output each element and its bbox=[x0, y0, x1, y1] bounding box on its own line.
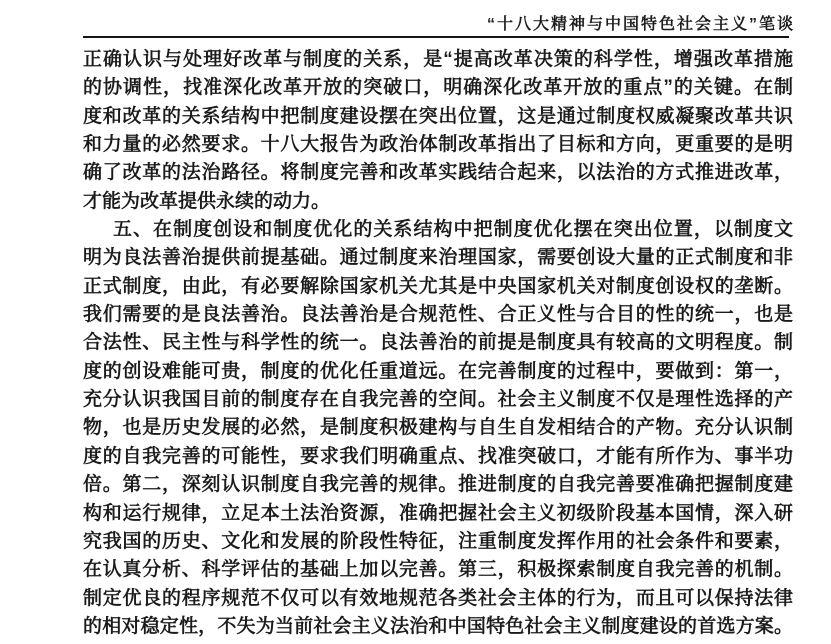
text-line: 合法性、民主性与科学性的统一。良法善治的前提是制度具有较高的文明程度。制 bbox=[83, 332, 793, 354]
article-body bbox=[83, 46, 793, 641]
text-line: 制定优良的程序规范不仅可以有效地规范各类社会主体的行为，而且可以保持法律 bbox=[83, 587, 793, 609]
text-line: 正式制度，由此，有必要解除国家机关尤其是中央国家机关对制度创设权的垄断。 bbox=[83, 275, 793, 297]
journal-header bbox=[83, 11, 795, 34]
text-line: 在认真分析、科学评估的基础上加以完善。第三，积极探索制度自我完善的机制。 bbox=[83, 559, 793, 581]
text-line: 倍。第二，深刻认识制度自我完善的规律。推进制度的自我完善要准确把握制度建 bbox=[83, 474, 793, 496]
text-line: 充分认识我国目前的制度存在自我完善的空间。社会主义制度不仅是理性选择的产 bbox=[83, 389, 793, 411]
text-line: 度的创设难能可贵，制度的优化任重道远。在完善制度的过程中，要做到：第一， bbox=[83, 360, 793, 382]
text-line: 明为良法善治提供前提基础。通过制度来治理国家，需要创设大量的正式制度和非 bbox=[83, 247, 793, 269]
text-line: 的相对稳定性，不失为当前社会主义法治和中国特色社会主义制度建设的首选方案。 bbox=[83, 615, 793, 637]
text-line: 度和改革的关系结构中把制度建设摆在突出位置，这是通过制度权威凝聚改革共识 bbox=[83, 105, 793, 127]
text-line: 确了改革的法治路径。将制度完善和改革实践结合起来，以法治的方式推进改革， bbox=[83, 162, 793, 184]
text-line: 和力量的必然要求。十八大报告为政治体制改革指出了目标和方向，更重要的是明 bbox=[83, 134, 793, 156]
text-line: 究我国的历史、文化和发展的阶段性特征，注重制度发挥作用的社会条件和要素， bbox=[83, 530, 793, 552]
text-line: 物，也是历史发展的必然，是制度积极建构与自生自发相结合的产物。充分认识制 bbox=[83, 417, 793, 439]
text-line: 正确认识与处理好改革与制度的关系，是“提高改革决策的科学性，增强改革措施 bbox=[83, 49, 793, 70]
header-divider bbox=[83, 36, 789, 38]
text-line: 度的自我完善的可能性，要求我们明确重点、找准突破口，才能有所作为、事半功 bbox=[83, 445, 793, 467]
journal-header-title: “十八大精神与中国特色社会主义”笔谈 bbox=[486, 16, 795, 33]
text-line: 五、在制度创设和制度优化的关系结构中把制度优化摆在突出位置，以制度文 bbox=[113, 219, 793, 241]
text-line: 构和运行规律，立足本土法治资源，准确把握社会主义初级阶段基本国情，深入研 bbox=[83, 502, 793, 524]
text-line: 我们需要的是良法善治。良法善治是合规范性、合正义性与合目的性的统一，也是 bbox=[83, 304, 793, 326]
text-line: 才能为改革提供永续的动力。 bbox=[83, 190, 331, 212]
text-line: 的协调性，找准深化改革开放的突破口，明确深化改革开放的重点”的关键。在制 bbox=[83, 77, 793, 99]
